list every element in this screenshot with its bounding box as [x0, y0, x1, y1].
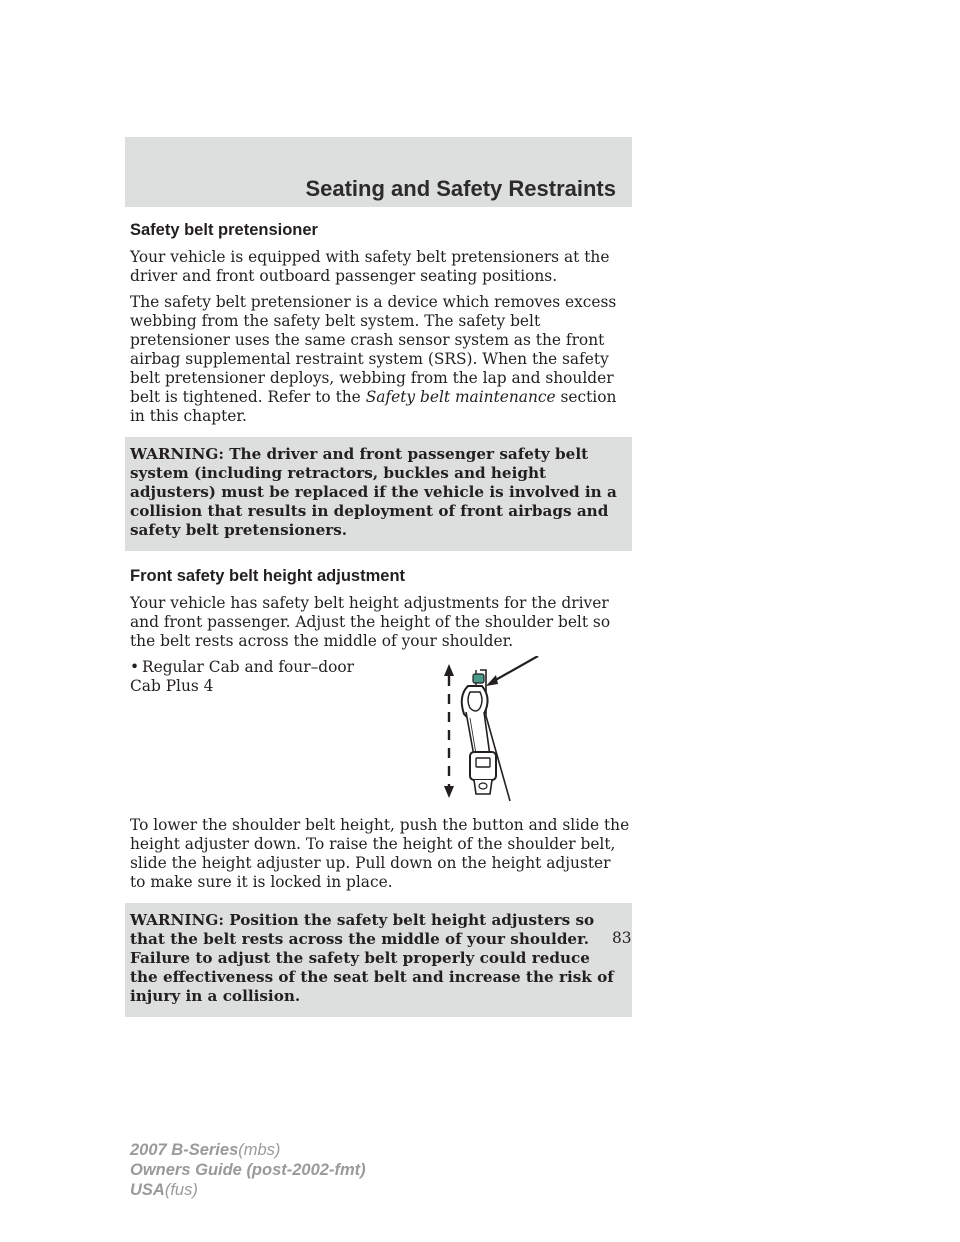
bullet-item: [130, 658, 370, 816]
belt-adjuster-diagram: [440, 656, 570, 806]
footer-model: 2007 B-Series: [130, 1141, 239, 1159]
section-heading-height-adjustment: Front safety belt height adjustment: [130, 567, 406, 585]
section-reference: Safety belt maintenance: [365, 388, 556, 406]
paragraph: Your vehicle is equipped with safety belt pretensioners at the driver and front outboard passenger seating positions.: [130, 248, 610, 285]
pointer-arrowhead-icon: [486, 675, 498, 686]
footer-market-code: (fus): [164, 1181, 198, 1199]
page-number: 83: [612, 929, 632, 947]
warning-box: WARNING: Position the safety belt height adjusters so that the belt rests across the middle of your shoulder. Failure to adjust the safety belt properly could reduce the effectiveness of the seat belt and increase the risk of injury in a collision.: [125, 903, 632, 1017]
chapter-header: [125, 137, 632, 207]
chapter-title: Seating and Safety Restraints: [305, 176, 616, 201]
arrow-up-icon: [444, 664, 454, 676]
bullet-icon: •: [130, 658, 140, 676]
footer-market: USA: [130, 1181, 165, 1199]
page-content: [130, 220, 630, 1032]
belt-height-adjuster-illustration: [440, 656, 570, 816]
belt-tongue: [470, 752, 496, 780]
paragraph-text: section in this chapter.: [130, 388, 617, 425]
bullet-label: Regular Cab and four–door Cab Plus 4: [130, 658, 355, 695]
paragraph: Your vehicle has safety belt height adjustments for the driver and front passenger. Adjust the height of the shoulder belt so the belt rests across the middle of your shoulder.: [130, 594, 611, 650]
arrow-down-icon: [444, 786, 454, 798]
warning-box: WARNING: The driver and front passenger safety belt system (including retractors, buckles and height adjusters) must be replaced if the vehicle is involved in a collision that results in deployment of front airbags and safety belt pretensioners.: [125, 437, 632, 551]
paragraph-text: The safety belt pretensioner is a device which removes excess webbing from the safety belt system. The safety belt pretensioner uses the same crash sensor system as the front airbag supplemental restraint system (SRS). When the safety belt pretensioner deploys, webbing from the lap and shoulder belt is tightened. Refer to the: [130, 293, 617, 406]
footer-guide: Owners Guide (post-2002-fmt): [130, 1161, 366, 1179]
section-heading-pretensioner: Safety belt pretensioner: [130, 221, 318, 239]
paragraph: To lower the shoulder belt height, push the button and slide the height adjuster down. To raise the height of the shoulder belt, slide the height adjuster up. Pull down on the height adjuster to make sure it is locked in place.: [130, 816, 630, 891]
footer-model-code: (mbs): [238, 1141, 281, 1159]
pointer-line: [492, 656, 538, 682]
paragraph: [130, 293, 630, 426]
document-footer: [130, 1140, 366, 1200]
bullet-row: [130, 658, 630, 816]
release-button: [473, 674, 484, 683]
